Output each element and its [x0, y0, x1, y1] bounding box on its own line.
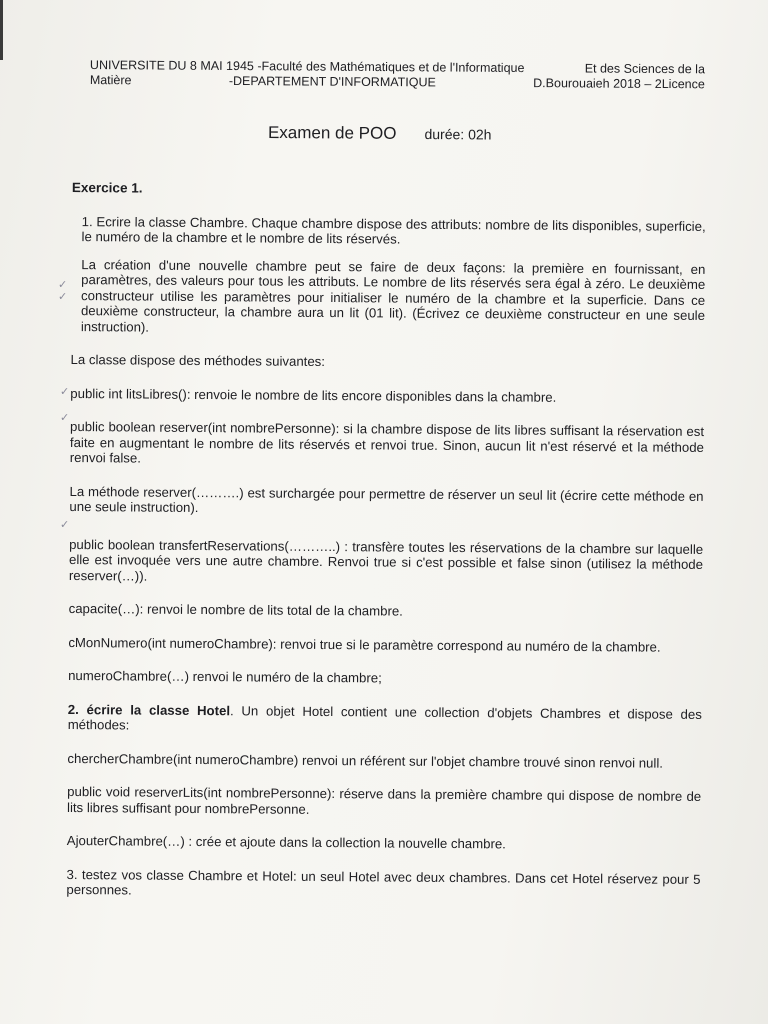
check-mark: ✓: [60, 411, 70, 424]
method-reserver: public boolean reserver(int nombrePersonne): si la chambre dispose de lits libres suffisant la réservation est faite en augmentant le nombre de lits réservés et renvoi true. Sinon, aucun lit n'est réservé et la méthode renvoi false.: [69, 418, 705, 466]
exercise-title: Exercice 1.: [71, 180, 143, 196]
check-mark: ✓: [58, 278, 68, 291]
exam-duration: durée: 02h: [424, 126, 492, 143]
header-matiere: Matière: [89, 72, 132, 88]
methods-intro: La classe dispose des méthodes suivantes:: [70, 351, 326, 369]
scan-edge: [0, 0, 3, 60]
check-mark: ✓: [60, 518, 70, 531]
header-department: -DEPARTEMENT D'INFORMATIQUE: [228, 73, 436, 90]
question-2: [68, 701, 702, 737]
question-1: 1. Ecrire la classe Chambre. Chaque chambre dispose des attributs: nombre de lits disponibles, superficie, le numéro de la chambre et le nombre de lits réservés.: [81, 213, 706, 247]
method-capacite: capacite(…): renvoi le nombre de lits total de la chambre.: [68, 600, 403, 619]
question-3: 3. testez vos classe Chambre et Hotel: un seul Hotel avec deux chambres. Dans cet Hotel réservez pour 5 personnes.: [66, 866, 701, 898]
hotel-method-ajouterChambre: AjouterChambre(…) : crée et ajoute dans la collection la nouvelle chambre.: [66, 832, 506, 852]
question-2-rest: . Un objet Hotel contient une collection d'objets Chambres et dispose des méthodes:: [67, 702, 702, 733]
check-mark: ✓: [58, 290, 68, 303]
method-litsLibres: public int litsLibres(): renvoie le nombre de lits encore disponibles dans la chambre.: [70, 385, 557, 405]
hotel-method-chercherChambre: chercherChambre(int numeroChambre) renvoi un référent sur l'objet chambre trouvé sinon renvoi null.: [67, 750, 664, 771]
hotel-method-reserverLits: public void reserverLits(int nombrePersonne): réserve dans la première chambre qui dispose de nombre de lits libres suffisant pour nombrePersonne.: [67, 783, 702, 817]
exam-title: Examen de POO: [267, 122, 397, 143]
header-author: D.Bourouaieh 2018 – 2Licence: [533, 76, 705, 92]
exam-title-row: [268, 123, 568, 145]
header-university: UNIVERSITE DU 8 MAI 1945 -Faculté des Mathématiques et de l'Informatique: [89, 58, 525, 76]
method-numeroChambre: numeroChambre(…) renvoi le numéro de la chambre;: [68, 667, 382, 686]
method-transfertReservations: public boolean transfertReservations(………..) : transfère toutes les réservations de la chambre sur laquelle elle est invoquée vers une autre chambre. Renvoi true si c'est possible et false sinon (utilisez la méthode reserver(…)).: [68, 536, 704, 584]
question-1-constructors: La création d'une nouvelle chambre peut se faire de deux façons: la première en fournissant, en paramètres, des valeurs pour tous les attributs. Le nombre de lits réservés sera égal à zéro. Le deuxième constructeur utilise les paramètres pour initialiser le numéro de la chambre et la superficie. Dans ce deuxième constructeur, la chambre aura un lit (01 lit). (Écrivez ce deuxième constructeur en une seule instruction).: [80, 256, 706, 335]
question-2-lead: 2. écrire la classe Hotel: [67, 701, 231, 718]
exam-header: [90, 58, 705, 92]
method-cMonNumero: cMonNumero(int numeroChambre): renvoi true si le paramètre correspond au numéro de la chambre.: [68, 634, 661, 655]
method-reserver-overload: La méthode reserver(……….) est surchargée pour permettre de réserver un seul lit (écrire cette méthode en une seule instruction).: [69, 483, 704, 516]
header-sciences: Et des Sciences de la: [584, 61, 705, 77]
check-mark: ✓: [60, 385, 70, 398]
exam-content: [66, 180, 706, 902]
